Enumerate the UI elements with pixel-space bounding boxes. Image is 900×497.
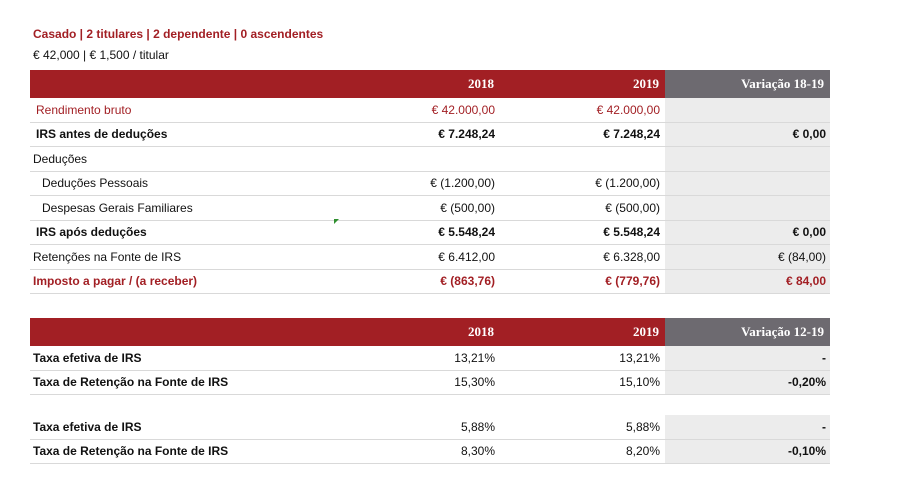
value-variation: € 84,00 bbox=[665, 269, 830, 294]
value-2018: € (500,00) bbox=[335, 196, 500, 221]
value-2018: € (1.200,00) bbox=[335, 171, 500, 196]
value-variation bbox=[665, 171, 830, 196]
row-label: Despesas Gerais Familiares bbox=[30, 196, 335, 221]
header-label bbox=[30, 70, 335, 98]
row-label: Rendimento bruto bbox=[30, 98, 335, 122]
row-label: IRS após deduções bbox=[30, 220, 335, 245]
row-deducoes bbox=[30, 147, 830, 172]
value-2018: 15,30% bbox=[335, 370, 500, 395]
row-taxa-retencao bbox=[30, 370, 830, 395]
value-variation bbox=[665, 196, 830, 221]
header-2018: 2018 bbox=[335, 70, 500, 98]
header-variation: Variação 12-19 bbox=[665, 318, 830, 346]
value-2018: € 7.248,24 bbox=[335, 122, 500, 147]
row-label: Deduções bbox=[30, 147, 335, 172]
value-variation bbox=[665, 147, 830, 172]
row-label: Taxa efetiva de IRS bbox=[30, 346, 335, 370]
row-deducoes-pessoais bbox=[30, 171, 830, 196]
value-2019: € 6.328,00 bbox=[500, 245, 665, 270]
row-taxa-efetiva bbox=[30, 415, 830, 439]
table-header-row bbox=[30, 70, 830, 98]
value-2019: 5,88% bbox=[500, 415, 665, 439]
value-2019: € 7.248,24 bbox=[500, 122, 665, 147]
row-label: Deduções Pessoais bbox=[30, 171, 335, 196]
value-2019: € (1.200,00) bbox=[500, 171, 665, 196]
value-2018: € (863,76) bbox=[335, 269, 500, 294]
row-retencoes bbox=[30, 245, 830, 270]
cell-comment-marker bbox=[334, 219, 339, 224]
header-2019: 2019 bbox=[500, 318, 665, 346]
value-variation: - bbox=[665, 415, 830, 439]
value-2019: 8,20% bbox=[500, 439, 665, 464]
value-variation: -0,20% bbox=[665, 370, 830, 395]
value-2019: 13,21% bbox=[500, 346, 665, 370]
value-2018: 13,21% bbox=[335, 346, 500, 370]
value-2019: € (500,00) bbox=[500, 196, 665, 221]
value-2019: € 42.000,00 bbox=[500, 98, 665, 122]
value-2019: € (779,76) bbox=[500, 269, 665, 294]
value-variation bbox=[665, 98, 830, 122]
value-2018 bbox=[335, 147, 500, 172]
value-2019: € 5.548,24 bbox=[500, 220, 665, 245]
row-label: Retenções na Fonte de IRS bbox=[30, 245, 335, 270]
value-2018: € 6.412,00 bbox=[335, 245, 500, 270]
value-variation: -0,10% bbox=[665, 439, 830, 464]
header-2018: 2018 bbox=[335, 318, 500, 346]
header-variation: Variação 18-19 bbox=[665, 70, 830, 98]
row-despesas-gerais bbox=[30, 196, 830, 221]
row-irs-antes-deducoes bbox=[30, 122, 830, 147]
value-2018: 8,30% bbox=[335, 439, 500, 464]
tax-rates-table-2 bbox=[30, 415, 830, 464]
scenario-title: Casado | 2 titulares | 2 dependente | 0 ascendentes bbox=[33, 27, 324, 41]
value-variation: € 0,00 bbox=[665, 220, 830, 245]
row-irs-apos-deducoes bbox=[30, 220, 830, 245]
table-header-row bbox=[30, 318, 830, 346]
value-2018: € 5.548,24 bbox=[335, 220, 500, 245]
row-label: Taxa de Retenção na Fonte de IRS bbox=[30, 439, 335, 464]
value-variation: - bbox=[665, 346, 830, 370]
row-label: Imposto a pagar / (a receber) bbox=[30, 269, 335, 294]
row-label: Taxa efetiva de IRS bbox=[30, 415, 335, 439]
row-rendimento-bruto bbox=[30, 98, 830, 122]
tax-rates-table bbox=[30, 318, 830, 395]
row-label: Taxa de Retenção na Fonte de IRS bbox=[30, 370, 335, 395]
irs-comparison-table bbox=[30, 70, 830, 294]
row-imposto-a-pagar bbox=[30, 269, 830, 294]
row-taxa-efetiva bbox=[30, 346, 830, 370]
value-variation: € (84,00) bbox=[665, 245, 830, 270]
value-2019 bbox=[500, 147, 665, 172]
row-label: IRS antes de deduções bbox=[30, 122, 335, 147]
row-taxa-retencao bbox=[30, 439, 830, 464]
scenario-subtitle: € 42,000 | € 1,500 / titular bbox=[33, 48, 169, 62]
value-2019: 15,10% bbox=[500, 370, 665, 395]
header-label bbox=[30, 318, 335, 346]
value-variation: € 0,00 bbox=[665, 122, 830, 147]
header-2019: 2019 bbox=[500, 70, 665, 98]
value-2018: 5,88% bbox=[335, 415, 500, 439]
value-2018: € 42.000,00 bbox=[335, 98, 500, 122]
